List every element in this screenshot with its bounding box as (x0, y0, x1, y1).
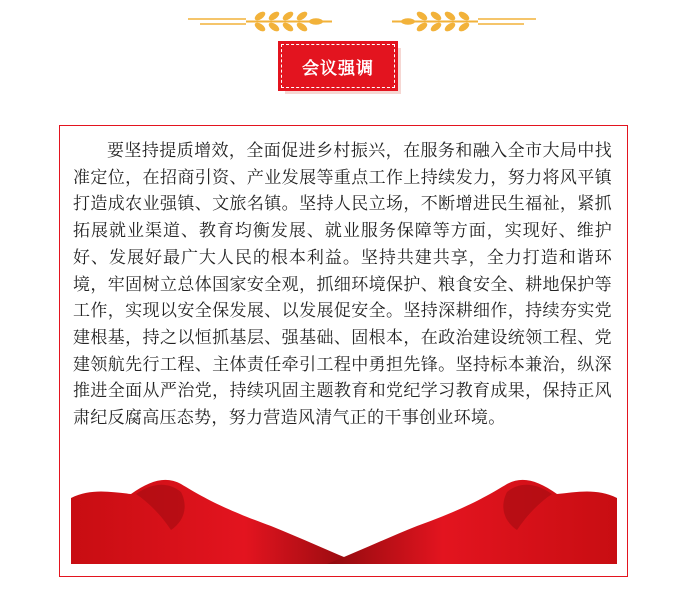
article-paragraph: 要坚持提质增效，全面促进乡村振兴，在服务和融入全市大局中找准定位，在招商引资、产业发展等重点工作上持续发力，努力将风平镇打造成农业强镇、文旅名镇。坚持人民立场，不断增进民生福祉，紧抓拓展就业渠道、教育均衡发展、就业服务保障等方面，实现好、维护好、发展好最广大人民的根本利益。坚持共建共享，全力打造和谐环境，牢固树立总体国家安全观，抓细环境保护、粮食安全、耕地保护等工作，实现以安全保发展、以发展促安全。坚持深耕细作，持续夯实党建根基，持之以恒抓基层、强基础、固根本，在政治建设统领工程、党建领航先行工程、主体责任牵引工程中勇担先锋。坚持标本兼治，纵深推进全面从严治党，持续巩固主题教育和党纪学习教育成果，保持正风肃纪反腐高压态势，努力营造风清气正的干事创业环境。 (73, 141, 612, 429)
section-title: 会议强调 (302, 58, 374, 79)
title-badge (279, 42, 401, 94)
content-box (59, 125, 628, 577)
right-wheat-ornament-icon (382, 8, 542, 34)
left-wheat-ornament-icon (182, 8, 342, 34)
red-flag-ribbon-decoration (71, 478, 617, 564)
